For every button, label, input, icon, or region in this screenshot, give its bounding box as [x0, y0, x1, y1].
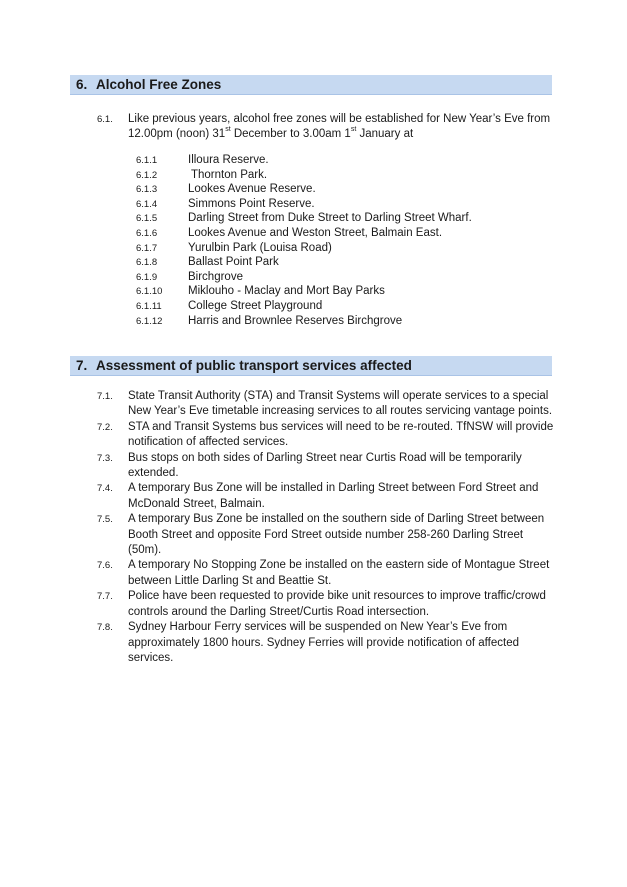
list-item-text: College Street Playground [188, 299, 323, 312]
list-item-text: Lookes Avenue and Weston Street, Balmain East. [188, 226, 443, 239]
list-item-text: A temporary No Stopping Zone be installed on the eastern side of Montague Street between Little Darling St and Beattie St. [128, 559, 550, 587]
list-item-text: Illoura Reserve. [188, 154, 269, 166]
list-item-text: Bus stops on both sides of Darling Street near Curtis Road will be temporarily extended. [128, 451, 522, 480]
list-item-number: 6.1.7 [136, 242, 158, 254]
list-item-number: 6.1.10 [136, 286, 163, 298]
list-item-number: 7.4. [97, 483, 113, 495]
list-item-text: Thornton Park. [188, 168, 268, 181]
list-item [136, 226, 536, 241]
list-item-number: 6.1.3 [136, 184, 158, 196]
section-6-number: 6. [76, 77, 88, 92]
list-item [136, 299, 536, 314]
list-item-number: 6.1.12 [136, 315, 163, 327]
list-item-text: State Transit Authority (STA) and Transit Systems will operate services to a special New Year’s Eve timetable increasing services to all routes servicing vantage points. [128, 390, 553, 418]
list-item-text: Darling Street from Duke Street to Darling Street Wharf. [188, 212, 472, 225]
list-item-number: 7.7. [97, 591, 113, 603]
list-item-number: 7.8. [97, 622, 113, 634]
list-item-text: Ballast Point Park [188, 256, 279, 269]
list-item [136, 197, 536, 212]
list-item-text: Simmons Point Reserve. [188, 197, 315, 210]
list-item [97, 420, 557, 451]
section-7-number: 7. [76, 358, 88, 373]
paragraph-text-part: Like previous years, alcohol free zones will be established for New Year’s Eve from 12.00pm (noon) 31 [128, 113, 551, 140]
superscript: st [350, 126, 357, 134]
list-item-number: 7.6. [97, 560, 113, 572]
list-item [136, 153, 536, 168]
list-item-number: 6.1.8 [136, 257, 158, 269]
list-item [97, 589, 557, 620]
list-item [97, 481, 557, 512]
list-item-number: 6.1.4 [136, 198, 158, 210]
transport-services-list [97, 389, 557, 666]
list-item [97, 451, 557, 482]
list-item-number: 7.2. [97, 421, 113, 433]
section-7-title: Assessment of public transport services affected [96, 358, 412, 373]
list-item [136, 255, 536, 270]
list-item-text: Harris and Brownlee Reserves Birchgrove [188, 314, 403, 327]
list-item [136, 314, 536, 329]
list-item [97, 558, 557, 589]
list-item-number: 7.5. [97, 514, 113, 526]
list-item-number: 7.1. [97, 391, 113, 402]
list-item [97, 512, 557, 558]
list-item [97, 389, 557, 420]
paragraph-text-part: December to 3.00am 1 [230, 128, 351, 140]
list-item [136, 211, 536, 226]
list-item-text: Yurulbin Park (Louisa Road) [188, 241, 332, 254]
list-item-number: 6.1.6 [136, 227, 158, 239]
superscript: st [225, 126, 231, 134]
list-item-number: 6.1.5 [136, 213, 158, 225]
list-item-number: 6.1.11 [136, 300, 162, 312]
paragraph-text-part: January at [356, 128, 414, 140]
list-item-text: Lookes Avenue Reserve. [188, 183, 316, 196]
list-item-text: Birchgrove [188, 270, 243, 283]
section-6-heading [70, 75, 552, 95]
list-item [136, 182, 536, 197]
list-item-number: 6.1.9 [136, 271, 158, 283]
list-item [136, 241, 536, 256]
paragraph-text [128, 112, 557, 142]
paragraph-6-1 [97, 112, 557, 142]
section-6-title: Alcohol Free Zones [96, 77, 222, 92]
list-item [136, 270, 536, 285]
paragraph-number: 6.1. [97, 114, 113, 125]
list-item-text: Police have been requested to provide bike unit resources to improve traffic/crowd controls around the Darling Street/Curtis Road intersection. [128, 590, 546, 618]
alcohol-free-zones-list [136, 153, 536, 328]
section-7-heading [70, 356, 552, 376]
list-item-text: A temporary Bus Zone be installed on the southern side of Darling Street between Booth Street and opposite Ford Street outside number 258-260 Darling Street (50m). [128, 513, 545, 557]
list-item-text: STA and Transit Systems bus services will need to be re-routed. TfNSW will provide notification of affected services. [128, 420, 554, 449]
list-item-number: 6.1.2 [136, 169, 158, 181]
list-item-text: Miklouho - Maclay and Mort Bay Parks [188, 285, 385, 298]
list-item-number: 7.3. [97, 452, 113, 464]
list-item [136, 284, 536, 299]
list-item-number: 6.1.1 [136, 155, 158, 166]
list-item-text: A temporary Bus Zone will be installed in Darling Street between Ford Street and McDonald Street, Balmain. [128, 482, 539, 510]
list-item-text: Sydney Harbour Ferry services will be suspended on New Year’s Eve from approximately 1800 hours. Sydney Ferries will provide notification of affected services. [128, 621, 519, 664]
list-item [136, 168, 536, 183]
list-item [97, 620, 557, 666]
